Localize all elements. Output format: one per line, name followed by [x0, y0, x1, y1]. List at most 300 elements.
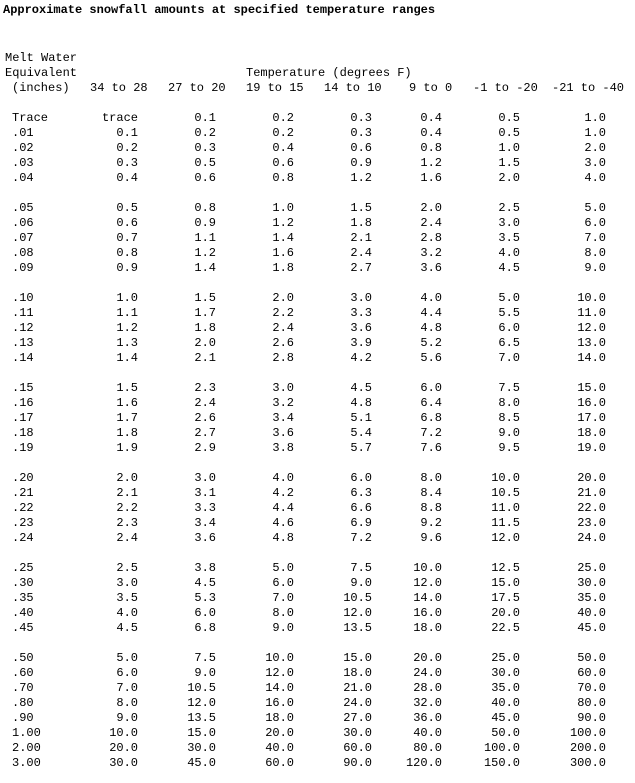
table-cell: 9.0: [498, 426, 520, 440]
table-cell: 0.6: [116, 216, 138, 230]
table-cell: 6.0: [498, 321, 520, 335]
table-cell: 23.0: [577, 516, 606, 530]
table-cell: 3.2: [420, 246, 442, 260]
table-cell: 1.2: [272, 216, 294, 230]
table-cell: 10.5: [343, 591, 372, 605]
table-cell: 20.0: [109, 741, 138, 755]
table-cell: 4.0: [272, 471, 294, 485]
table-cell: 1.6: [420, 171, 442, 185]
table-cell: 0.3: [194, 141, 216, 155]
table-cell: 25.0: [577, 561, 606, 575]
table-cell: 2.7: [194, 426, 216, 440]
table-cell: 4.4: [272, 501, 294, 515]
table-cell: 90.0: [343, 756, 372, 770]
table-cell: 21.0: [343, 681, 372, 695]
table-cell: 0.8: [116, 246, 138, 260]
row-label: 3.00: [12, 756, 41, 770]
row-label: .03: [12, 156, 34, 170]
table-cell: 8.0: [272, 606, 294, 620]
table-cell: 0.3: [116, 156, 138, 170]
table-cell: 2.9: [194, 441, 216, 455]
table-cell: 14.0: [265, 681, 294, 695]
table-cell: 10.5: [491, 486, 520, 500]
table-cell: 60.0: [577, 666, 606, 680]
row-label: .05: [12, 201, 34, 215]
table-cell: 7.5: [498, 381, 520, 395]
table-cell: 20.0: [413, 651, 442, 665]
table-cell: 1.7: [194, 306, 216, 320]
table-cell: 3.4: [194, 516, 216, 530]
table-cell: 8.0: [584, 246, 606, 260]
column-header: 27 to 20: [168, 81, 226, 95]
table-cell: 27.0: [343, 711, 372, 725]
table-cell: 0.4: [420, 126, 442, 140]
table-cell: 11.0: [577, 306, 606, 320]
table-cell: 1.5: [498, 156, 520, 170]
row-label: .20: [12, 471, 34, 485]
table-cell: 4.8: [420, 321, 442, 335]
table-cell: 35.0: [577, 591, 606, 605]
table-cell: 5.0: [116, 651, 138, 665]
table-cell: 3.3: [194, 501, 216, 515]
table-cell: 7.0: [584, 231, 606, 245]
table-cell: 1.2: [116, 321, 138, 335]
table-cell: 1.6: [272, 246, 294, 260]
table-cell: 30.0: [577, 576, 606, 590]
table-cell: 1.4: [116, 351, 138, 365]
table-cell: 24.0: [577, 531, 606, 545]
table-cell: 9.0: [116, 711, 138, 725]
table-cell: 30.0: [343, 726, 372, 740]
table-cell: 30.0: [491, 666, 520, 680]
table-cell: 15.0: [577, 381, 606, 395]
table-cell: 4.5: [116, 621, 138, 635]
table-cell: 18.0: [577, 426, 606, 440]
table-cell: 100.0: [483, 741, 520, 755]
table-cell: 12.0: [577, 321, 606, 335]
table-cell: 9.0: [272, 621, 294, 635]
table-cell: 0.8: [194, 201, 216, 215]
table-cell: 13.5: [343, 621, 372, 635]
table-cell: 2.8: [420, 231, 442, 245]
table-cell: 4.5: [350, 381, 372, 395]
table-cell: 3.2: [272, 396, 294, 410]
table-cell: 1.3: [116, 336, 138, 350]
table-cell: 0.1: [194, 111, 216, 125]
table-cell: 35.0: [491, 681, 520, 695]
table-cell: 2.0: [272, 291, 294, 305]
row-label: Trace: [12, 111, 49, 125]
table-cell: 2.6: [194, 411, 216, 425]
table-cell: 4.0: [498, 246, 520, 260]
table-cell: 8.0: [498, 396, 520, 410]
column-header: 34 to 28: [90, 81, 148, 95]
table-cell: 4.0: [584, 171, 606, 185]
table-cell: 1.8: [194, 321, 216, 335]
table-cell: 4.8: [272, 531, 294, 545]
table-cell: 1.4: [272, 231, 294, 245]
row-label: .17: [12, 411, 34, 425]
table-cell: 16.0: [265, 696, 294, 710]
table-cell: 1.1: [116, 306, 138, 320]
table-cell: 12.0: [265, 666, 294, 680]
table-cell: 3.6: [272, 426, 294, 440]
table-cell: 2.0: [584, 141, 606, 155]
table-cell: 80.0: [577, 696, 606, 710]
table-cell: 4.2: [272, 486, 294, 500]
table-cell: 0.8: [420, 141, 442, 155]
table-cell: 45.0: [491, 711, 520, 725]
table-cell: 50.0: [577, 651, 606, 665]
table-cell: 15.0: [187, 726, 216, 740]
row-label: .30: [12, 576, 34, 590]
table-cell: 5.2: [420, 336, 442, 350]
table-cell: 7.5: [194, 651, 216, 665]
table-cell: 20.0: [491, 606, 520, 620]
table-cell: 4.4: [420, 306, 442, 320]
table-cell: 5.1: [350, 411, 372, 425]
table-cell: 40.0: [413, 726, 442, 740]
table-cell: trace: [101, 111, 138, 125]
table-cell: 3.3: [350, 306, 372, 320]
table-cell: 15.0: [491, 576, 520, 590]
table-cell: 18.0: [343, 666, 372, 680]
row-label: .80: [12, 696, 34, 710]
table-cell: 2.4: [420, 216, 442, 230]
table-cell: 22.5: [491, 621, 520, 635]
table-cell: 13.0: [577, 336, 606, 350]
table-cell: 2.0: [194, 336, 216, 350]
table-cell: 36.0: [413, 711, 442, 725]
table-cell: 24.0: [343, 696, 372, 710]
table-cell: 3.0: [116, 576, 138, 590]
table-cell: 14.0: [413, 591, 442, 605]
column-header: 19 to 15: [246, 81, 304, 95]
table-cell: 2.6: [272, 336, 294, 350]
table-cell: 2.1: [116, 486, 138, 500]
table-cell: 8.0: [116, 696, 138, 710]
table-cell: 1.7: [116, 411, 138, 425]
row-label: 2.00: [12, 741, 41, 755]
table-cell: 14.0: [577, 351, 606, 365]
table-cell: 8.4: [420, 486, 442, 500]
table-cell: 4.8: [350, 396, 372, 410]
table-cell: 6.6: [350, 501, 372, 515]
table-cell: 9.0: [194, 666, 216, 680]
column-header: -1 to -20: [473, 81, 538, 95]
column-header: -21 to -40: [552, 81, 625, 95]
table-cell: 9.5: [498, 441, 520, 455]
table-cell: 6.8: [420, 411, 442, 425]
table-cell: 3.0: [350, 291, 372, 305]
table-cell: 11.5: [491, 516, 520, 530]
header-inches: (inches): [12, 81, 70, 95]
table-cell: 15.0: [343, 651, 372, 665]
table-cell: 10.0: [491, 471, 520, 485]
table-cell: 1.5: [350, 201, 372, 215]
row-label: .02: [12, 141, 34, 155]
table-cell: 50.0: [491, 726, 520, 740]
table-cell: 2.0: [498, 171, 520, 185]
table-cell: 12.0: [187, 696, 216, 710]
table-cell: 90.0: [577, 711, 606, 725]
table-cell: 0.5: [194, 156, 216, 170]
table-cell: 16.0: [413, 606, 442, 620]
table-cell: 20.0: [265, 726, 294, 740]
table-cell: 70.0: [577, 681, 606, 695]
row-label: .45: [12, 621, 34, 635]
table-cell: 6.0: [584, 216, 606, 230]
table-cell: 5.0: [584, 201, 606, 215]
table-cell: 100.0: [569, 726, 606, 740]
row-label: .23: [12, 516, 34, 530]
row-label: .01: [12, 126, 34, 140]
row-label: .11: [12, 306, 34, 320]
table-cell: 9.0: [584, 261, 606, 275]
table-cell: 10.0: [577, 291, 606, 305]
table-cell: 2.5: [116, 561, 138, 575]
table-cell: 6.5: [498, 336, 520, 350]
table-cell: 0.9: [116, 261, 138, 275]
table-cell: 0.2: [116, 141, 138, 155]
table-cell: 10.0: [265, 651, 294, 665]
table-cell: 9.6: [420, 531, 442, 545]
table-cell: 3.6: [350, 321, 372, 335]
table-cell: 17.0: [577, 411, 606, 425]
table-cell: 8.5: [498, 411, 520, 425]
table-cell: 28.0: [413, 681, 442, 695]
table-cell: 4.5: [498, 261, 520, 275]
table-cell: 0.5: [498, 111, 520, 125]
table-cell: 4.0: [420, 291, 442, 305]
table-cell: 0.1: [116, 126, 138, 140]
table-cell: 2.2: [272, 306, 294, 320]
row-label: .04: [12, 171, 34, 185]
table-cell: 30.0: [109, 756, 138, 770]
table-cell: 32.0: [413, 696, 442, 710]
table-cell: 2.2: [116, 501, 138, 515]
table-cell: 1.6: [116, 396, 138, 410]
table-cell: 200.0: [569, 741, 606, 755]
row-label: .18: [12, 426, 34, 440]
table-cell: 0.2: [272, 126, 294, 140]
table-cell: 20.0: [577, 471, 606, 485]
table-cell: 7.2: [350, 531, 372, 545]
table-cell: 0.6: [194, 171, 216, 185]
table-cell: 25.0: [491, 651, 520, 665]
table-cell: 120.0: [405, 756, 442, 770]
table-cell: 5.3: [194, 591, 216, 605]
table-cell: 7.5: [350, 561, 372, 575]
table-cell: 18.0: [413, 621, 442, 635]
column-header: 14 to 10: [324, 81, 382, 95]
table-cell: 7.0: [116, 681, 138, 695]
row-label: .15: [12, 381, 34, 395]
header-equivalent: Equivalent: [5, 66, 78, 80]
table-cell: 7.6: [420, 441, 442, 455]
table-cell: 2.3: [194, 381, 216, 395]
table-cell: 4.2: [350, 351, 372, 365]
table-cell: 0.3: [350, 126, 372, 140]
table-cell: 10.0: [413, 561, 442, 575]
table-cell: 12.0: [343, 606, 372, 620]
table-cell: 4.6: [272, 516, 294, 530]
table-cell: 1.5: [116, 381, 138, 395]
table-cell: 30.0: [187, 741, 216, 755]
table-cell: 60.0: [343, 741, 372, 755]
row-label: .10: [12, 291, 34, 305]
table-cell: 0.5: [498, 126, 520, 140]
table-cell: 24.0: [413, 666, 442, 680]
row-label: .08: [12, 246, 34, 260]
row-label: .19: [12, 441, 34, 455]
table-cell: 6.0: [194, 606, 216, 620]
table-cell: 10.5: [187, 681, 216, 695]
table-cell: 5.0: [272, 561, 294, 575]
row-label: .06: [12, 216, 34, 230]
table-cell: 9.2: [420, 516, 442, 530]
table-cell: 5.7: [350, 441, 372, 455]
table-cell: 6.9: [350, 516, 372, 530]
table-cell: 7.0: [272, 591, 294, 605]
table-cell: 1.0: [584, 111, 606, 125]
table-cell: 6.0: [350, 471, 372, 485]
table-cell: 5.5: [498, 306, 520, 320]
table-cell: 2.0: [116, 471, 138, 485]
table-cell: 3.8: [194, 561, 216, 575]
table-cell: 1.0: [272, 201, 294, 215]
table-cell: 40.0: [265, 741, 294, 755]
table-cell: 2.1: [194, 351, 216, 365]
table-cell: 2.4: [350, 246, 372, 260]
table-cell: 6.8: [194, 621, 216, 635]
table-cell: 7.0: [498, 351, 520, 365]
table-cell: 1.8: [350, 216, 372, 230]
table-cell: 2.0: [420, 201, 442, 215]
table-cell: 0.4: [420, 111, 442, 125]
table-cell: 2.5: [498, 201, 520, 215]
table-cell: 0.3: [350, 111, 372, 125]
table-cell: 5.4: [350, 426, 372, 440]
table-cell: 0.4: [272, 141, 294, 155]
table-cell: 18.0: [265, 711, 294, 725]
table-cell: 3.0: [194, 471, 216, 485]
table-cell: 0.2: [194, 126, 216, 140]
table-cell: 2.4: [116, 531, 138, 545]
row-label: .35: [12, 591, 34, 605]
row-label: .16: [12, 396, 34, 410]
table-cell: 0.6: [272, 156, 294, 170]
table-cell: 40.0: [577, 606, 606, 620]
table-cell: 1.9: [116, 441, 138, 455]
table-cell: 2.3: [116, 516, 138, 530]
table-cell: 6.0: [116, 666, 138, 680]
table-cell: 1.1: [194, 231, 216, 245]
table-cell: 1.5: [194, 291, 216, 305]
table-cell: 3.0: [584, 156, 606, 170]
table-cell: 2.8: [272, 351, 294, 365]
row-label: .60: [12, 666, 34, 680]
table-cell: 12.0: [413, 576, 442, 590]
table-cell: 3.0: [272, 381, 294, 395]
table-cell: 9.0: [350, 576, 372, 590]
table-cell: 3.4: [272, 411, 294, 425]
table-cell: 0.9: [350, 156, 372, 170]
table-cell: 0.5: [116, 201, 138, 215]
table-cell: 12.5: [491, 561, 520, 575]
table-cell: 300.0: [569, 756, 606, 770]
table-cell: 3.5: [498, 231, 520, 245]
table-cell: 40.0: [491, 696, 520, 710]
table-cell: 0.8: [272, 171, 294, 185]
table-cell: 1.0: [116, 291, 138, 305]
table-cell: 1.2: [350, 171, 372, 185]
table-cell: 0.2: [272, 111, 294, 125]
table-cell: 2.1: [350, 231, 372, 245]
table-cell: 7.2: [420, 426, 442, 440]
table-cell: 0.7: [116, 231, 138, 245]
table-cell: 3.9: [350, 336, 372, 350]
table-cell: 4.0: [116, 606, 138, 620]
table-cell: 16.0: [577, 396, 606, 410]
table-cell: 8.8: [420, 501, 442, 515]
row-label: .24: [12, 531, 34, 545]
table-cell: 80.0: [413, 741, 442, 755]
table-cell: 3.6: [420, 261, 442, 275]
table-cell: 150.0: [483, 756, 520, 770]
table-cell: 6.0: [420, 381, 442, 395]
table-cell: 11.0: [491, 501, 520, 515]
row-label: .25: [12, 561, 34, 575]
table-cell: 3.0: [498, 216, 520, 230]
row-label: .07: [12, 231, 34, 245]
column-header: 9 to 0: [409, 81, 453, 95]
table-cell: 0.9: [194, 216, 216, 230]
table-cell: 1.8: [272, 261, 294, 275]
row-label: .40: [12, 606, 34, 620]
table-cell: 1.2: [194, 246, 216, 260]
table-cell: 45.0: [577, 621, 606, 635]
table-cell: 6.0: [272, 576, 294, 590]
row-label: .14: [12, 351, 34, 365]
table-cell: 12.0: [491, 531, 520, 545]
page-title: Approximate snowfall amounts at specified temperature ranges: [3, 3, 436, 17]
table-cell: 8.0: [420, 471, 442, 485]
header-temperature: Temperature (degrees F): [246, 66, 412, 80]
table-cell: 4.5: [194, 576, 216, 590]
table-cell: 0.6: [350, 141, 372, 155]
table-cell: 2.4: [194, 396, 216, 410]
table-cell: 3.8: [272, 441, 294, 455]
table-cell: 19.0: [577, 441, 606, 455]
table-cell: 17.5: [491, 591, 520, 605]
table-cell: 6.3: [350, 486, 372, 500]
table-cell: 2.7: [350, 261, 372, 275]
table-cell: 0.4: [116, 171, 138, 185]
row-label: .09: [12, 261, 34, 275]
table-cell: 3.5: [116, 591, 138, 605]
table-cell: 10.0: [109, 726, 138, 740]
table-cell: 1.8: [116, 426, 138, 440]
table-cell: 21.0: [577, 486, 606, 500]
table-cell: 2.4: [272, 321, 294, 335]
row-label: .50: [12, 651, 34, 665]
table-cell: 1.0: [584, 126, 606, 140]
header-melt-water: Melt Water: [5, 51, 78, 65]
row-label: .21: [12, 486, 34, 500]
table-cell: 60.0: [265, 756, 294, 770]
table-cell: 5.0: [498, 291, 520, 305]
